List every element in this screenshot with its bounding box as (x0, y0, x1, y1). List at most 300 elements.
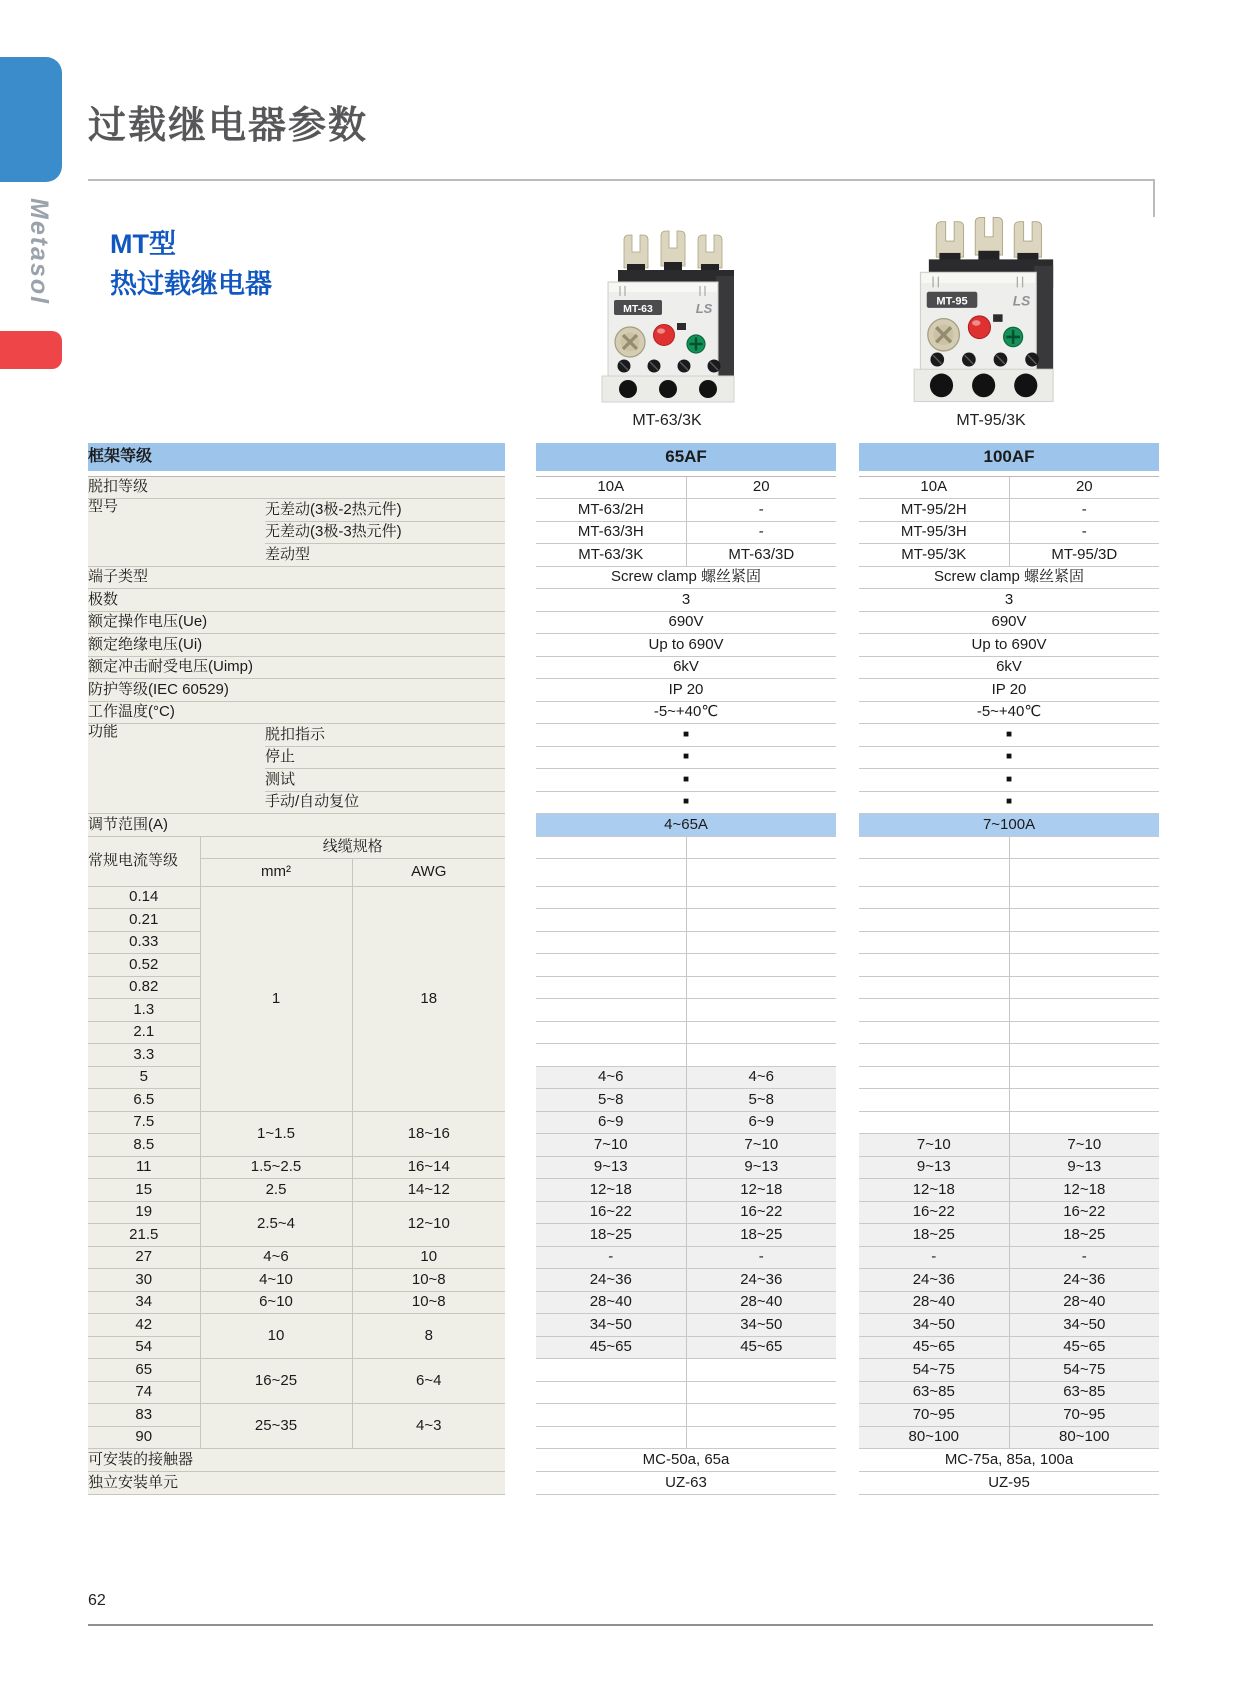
table-cell (859, 954, 1009, 977)
row-label-mountable-contactors: 可安装的接触器 (88, 1449, 505, 1472)
table-cell: ■ (536, 724, 836, 747)
table-cell: IP 20 (536, 679, 836, 702)
table-cell: 脱扣指示 (265, 724, 505, 747)
table-cell (536, 1381, 686, 1404)
table-cell: 2.5 (200, 1179, 352, 1202)
table-row (88, 1179, 1159, 1202)
table-gap (836, 499, 859, 522)
table-cell: 70~95 (1009, 1404, 1159, 1427)
table-cell: - (1009, 1246, 1159, 1269)
table-gap (505, 611, 536, 634)
table-gap (505, 499, 536, 522)
table-gap (836, 1224, 859, 1247)
table-cell: 83 (88, 1404, 200, 1427)
table-cell: 10A (859, 476, 1009, 499)
table-cell: 28~40 (859, 1291, 1009, 1314)
table-cell: 16~22 (686, 1201, 836, 1224)
table-cell: 28~40 (686, 1291, 836, 1314)
indicator-window-icon (993, 314, 1002, 322)
table-gap (836, 886, 859, 909)
table-cell: ■ (536, 746, 836, 769)
table-gap (505, 1134, 536, 1157)
table-row (88, 1449, 1159, 1472)
table-gap (505, 1021, 536, 1044)
table-cell: ■ (859, 746, 1159, 769)
table-cell: 差动型 (265, 544, 505, 567)
table-cell: 21.5 (88, 1224, 200, 1247)
table-cell: 34~50 (536, 1314, 686, 1337)
table-row (88, 858, 1159, 886)
row-label-trip-class: 脱扣等级 (88, 476, 505, 499)
table-cell: 28~40 (1009, 1291, 1159, 1314)
table-cell: 54~75 (1009, 1359, 1159, 1382)
table-gap (836, 836, 859, 858)
table-cell (859, 1044, 1009, 1067)
table-cell (686, 1359, 836, 1382)
table-cell: 16~22 (536, 1201, 686, 1224)
table-cell: 30 (88, 1269, 200, 1292)
table-cell: 12~10 (352, 1201, 505, 1246)
table-cell (859, 836, 1009, 858)
table-cell: 18~25 (859, 1224, 1009, 1247)
table-gap (836, 1111, 859, 1134)
table-cell: 7~10 (536, 1134, 686, 1157)
table-cell: -5~+40℃ (859, 701, 1159, 724)
sidebar-red-tab (0, 331, 62, 369)
row-label-terminal-type: 端子类型 (88, 566, 505, 589)
table-cell (686, 976, 836, 999)
table-cell: 1 (200, 886, 352, 1111)
table-row (88, 1246, 1159, 1269)
table-cell (859, 1111, 1009, 1134)
reset-screw-icon (687, 335, 705, 353)
table-cell: 5~8 (536, 1089, 686, 1112)
relay-caption-mt63: MT-63/3K (632, 412, 702, 429)
table-row (88, 814, 1159, 837)
table-cell: Up to 690V (536, 634, 836, 657)
table-cell: 测试 (265, 769, 505, 792)
table-cell (536, 931, 686, 954)
table-cell: MT-95/2H (859, 499, 1009, 522)
table-cell (1009, 1044, 1159, 1067)
table-gap (836, 1381, 859, 1404)
table-cell (1009, 836, 1159, 858)
relay-label-text: MT-95 (936, 295, 968, 308)
row-label-temperature: 工作温度(°C) (88, 701, 505, 724)
table-gap (836, 589, 859, 612)
table-cell: 6~4 (352, 1359, 505, 1404)
table-gap (505, 836, 536, 858)
table-gap (505, 1044, 536, 1067)
table-gap (505, 589, 536, 612)
table-cell: 6~9 (536, 1111, 686, 1134)
table-cell: 25~35 (200, 1404, 352, 1449)
table-cell (1009, 976, 1159, 999)
table-cell: 18~16 (352, 1111, 505, 1156)
relay-caption-mt95: MT-95/3K (956, 412, 1026, 429)
table-cell: Screw clamp 螺丝紧固 (859, 566, 1159, 589)
table-cell: 20 (1009, 476, 1159, 499)
table-gap (505, 634, 536, 657)
table-cell: MT-95/3D (1009, 544, 1159, 567)
table-cell: ■ (536, 769, 836, 792)
table-cell: 12~18 (859, 1179, 1009, 1202)
product-title-line1: MT型 (110, 229, 176, 259)
table-gap (836, 1179, 859, 1202)
table-gap (505, 791, 536, 814)
table-gap (836, 999, 859, 1022)
table-row (88, 566, 1159, 589)
table-cell: 6~10 (200, 1291, 352, 1314)
table-gap (505, 1156, 536, 1179)
table-cell: Screw clamp 螺丝紧固 (536, 566, 836, 589)
table-cell (686, 954, 836, 977)
table-cell: 9~13 (686, 1156, 836, 1179)
relay-photo-mt95 (912, 212, 1070, 408)
table-gap (836, 1156, 859, 1179)
table-gap (836, 1044, 859, 1067)
table-cell: 9~13 (859, 1156, 1009, 1179)
table-cell: 8 (352, 1314, 505, 1359)
table-row (88, 656, 1159, 679)
table-gap (836, 858, 859, 886)
table-cell: 0.21 (88, 909, 200, 932)
table-cell (859, 1021, 1009, 1044)
table-cell: MT-95/3H (859, 521, 1009, 544)
table-gap (836, 814, 859, 837)
table-cell: 7~10 (1009, 1134, 1159, 1157)
table-cell: 2.1 (88, 1021, 200, 1044)
sidebar-blue-tab (0, 57, 62, 182)
table-gap (505, 443, 536, 471)
table-cell: 12~18 (536, 1179, 686, 1202)
table-cell: 2.5~4 (200, 1201, 352, 1246)
table-cell: -5~+40℃ (536, 701, 836, 724)
table-gap (505, 886, 536, 909)
table-cell (686, 931, 836, 954)
table-cell: - (686, 499, 836, 522)
cable-mm2-header: mm² (200, 858, 352, 886)
table-cell: IP 20 (859, 679, 1159, 702)
table-cell (859, 999, 1009, 1022)
table-cell: 4~6 (536, 1066, 686, 1089)
table-gap (505, 1089, 536, 1112)
test-button-icon (968, 316, 990, 339)
table-gap (836, 566, 859, 589)
table-row (88, 701, 1159, 724)
table-cell: - (1009, 499, 1159, 522)
table-cell: 3 (536, 589, 836, 612)
table-cell: 24~36 (686, 1269, 836, 1292)
table-cell: - (686, 1246, 836, 1269)
table-cell: 8.5 (88, 1134, 200, 1157)
table-cell (686, 886, 836, 909)
table-gap (505, 476, 536, 499)
table-gap (505, 1066, 536, 1089)
table-cell: ■ (859, 724, 1159, 747)
table-gap (505, 1269, 536, 1292)
table-cell: 11 (88, 1156, 200, 1179)
table-cell: - (686, 521, 836, 544)
table-cell (1009, 954, 1159, 977)
table-row (88, 679, 1159, 702)
table-gap (505, 1404, 536, 1427)
table-gap (836, 1246, 859, 1269)
table-cell (536, 858, 686, 886)
table-cell (686, 836, 836, 858)
indicator-window-icon (677, 323, 686, 330)
table-cell (1009, 931, 1159, 954)
adjust-dial-icon (615, 327, 645, 357)
spec-table (88, 443, 1159, 1495)
table-gap (505, 1291, 536, 1314)
table-gap (505, 1381, 536, 1404)
table-cell (1009, 909, 1159, 932)
table-cell: MT-63/3K (536, 544, 686, 567)
table-cell (859, 931, 1009, 954)
table-cell (1009, 858, 1159, 886)
table-cell: 7.5 (88, 1111, 200, 1134)
table-gap (836, 476, 859, 499)
table-row (88, 1359, 1159, 1382)
table-cell: 0.82 (88, 976, 200, 999)
table-cell: - (1009, 521, 1159, 544)
row-label-uimp: 额定冲击耐受电压(Uimp) (88, 656, 505, 679)
table-cell: 手动/自动复位 (265, 791, 505, 814)
table-gap (836, 1336, 859, 1359)
table-cell: 0.52 (88, 954, 200, 977)
table-gap (505, 1472, 536, 1495)
table-gap (505, 954, 536, 977)
table-gap (836, 1066, 859, 1089)
table-cell: 54 (88, 1336, 200, 1359)
row-label-current-rating: 常规电流等级 (88, 836, 200, 886)
table-gap (505, 1359, 536, 1382)
table-cell (1009, 999, 1159, 1022)
table-cell (686, 999, 836, 1022)
table-gap (836, 1269, 859, 1292)
table-cell: 10 (200, 1314, 352, 1359)
table-cell: 10~8 (352, 1291, 505, 1314)
table-gap (505, 656, 536, 679)
test-button-icon (654, 325, 675, 346)
table-cell: 1~1.5 (200, 1111, 352, 1156)
table-cell: 34~50 (859, 1314, 1009, 1337)
table-cell: 90 (88, 1426, 200, 1449)
table-gap (836, 679, 859, 702)
table-row (88, 1201, 1159, 1224)
table-cell (859, 886, 1009, 909)
table-cell: MT-95/3K (859, 544, 1009, 567)
table-cell: 16~14 (352, 1156, 505, 1179)
table-cell: 停止 (265, 746, 505, 769)
table-gap (505, 1314, 536, 1337)
page-number: 62 (88, 1592, 106, 1609)
table-row (88, 634, 1159, 657)
table-cell (536, 954, 686, 977)
table-cell: 42 (88, 1314, 200, 1337)
table-cell (859, 976, 1009, 999)
table-row (88, 1111, 1159, 1134)
table-cell: ■ (859, 791, 1159, 814)
adjust-range-100af: 7~100A (859, 814, 1159, 837)
table-cell: 14~12 (352, 1179, 505, 1202)
table-cell: 10~8 (352, 1269, 505, 1292)
table-cell: 6~9 (686, 1111, 836, 1134)
table-row (88, 1269, 1159, 1292)
reset-screw-icon (1004, 327, 1023, 346)
table-header-100af: 100AF (859, 443, 1159, 471)
row-label-poles: 极数 (88, 589, 505, 612)
table-gap (505, 701, 536, 724)
table-gap (836, 1472, 859, 1495)
table-gap (836, 1021, 859, 1044)
table-cell (859, 909, 1009, 932)
table-cell: - (536, 1246, 686, 1269)
table-cell: 4~10 (200, 1269, 352, 1292)
ls-logo: LS (695, 301, 713, 316)
page-title: 过载继电器参数 (88, 105, 369, 147)
relay-label-text: MT-63 (623, 303, 653, 315)
table-cell: 18~25 (686, 1224, 836, 1247)
row-label-adjust-range: 调节范围(A) (88, 814, 505, 837)
table-cell (686, 1044, 836, 1067)
table-gap (836, 1089, 859, 1112)
table-row (88, 886, 1159, 909)
table-cell (1009, 1066, 1159, 1089)
table-gap (505, 858, 536, 886)
table-cell (536, 836, 686, 858)
table-row (88, 1472, 1159, 1495)
table-cell (1009, 1021, 1159, 1044)
brand-vertical-text: Metasol (25, 198, 53, 306)
table-gap (836, 1359, 859, 1382)
table-cell: 9~13 (1009, 1156, 1159, 1179)
table-cell: 1.3 (88, 999, 200, 1022)
table-cell: 0.14 (88, 886, 200, 909)
table-gap (505, 746, 536, 769)
table-cell: 18 (352, 886, 505, 1111)
table-cell: 28~40 (536, 1291, 686, 1314)
adjust-range-65af: 4~65A (536, 814, 836, 837)
table-cell: - (859, 1246, 1009, 1269)
table-cell: MT-63/2H (536, 499, 686, 522)
table-cell: 80~100 (859, 1426, 1009, 1449)
table-gap (505, 521, 536, 544)
table-gap (836, 1314, 859, 1337)
table-cell: Up to 690V (859, 634, 1159, 657)
table-row (88, 1156, 1159, 1179)
table-gap (505, 1246, 536, 1269)
table-cell: 45~65 (686, 1336, 836, 1359)
table-cell: MT-63/3D (686, 544, 836, 567)
table-cell: 1.5~2.5 (200, 1156, 352, 1179)
cable-spec-header: 线缆规格 (200, 836, 505, 858)
table-cell: ■ (536, 791, 836, 814)
table-gap (836, 909, 859, 932)
base-terminals-icon (930, 374, 1037, 398)
table-cell: 4~6 (200, 1246, 352, 1269)
table-cell: MT-63/3H (536, 521, 686, 544)
table-cell: 34 (88, 1291, 200, 1314)
base-terminals-icon (619, 380, 717, 398)
table-cell: 20 (686, 476, 836, 499)
table-row (88, 499, 1159, 522)
table-cell: MC-75a, 85a, 100a (859, 1449, 1159, 1472)
table-gap (505, 1224, 536, 1247)
table-cell: 34~50 (686, 1314, 836, 1337)
table-cell (686, 1381, 836, 1404)
table-cell (686, 858, 836, 886)
table-cell (536, 976, 686, 999)
footer-rule (88, 1624, 1153, 1626)
table-cell: 10 (352, 1246, 505, 1269)
table-gap (836, 1449, 859, 1472)
table-gap (836, 1426, 859, 1449)
table-gap (836, 521, 859, 544)
table-gap (836, 1291, 859, 1314)
table-gap (505, 769, 536, 792)
table-cell: 45~65 (536, 1336, 686, 1359)
table-gap (836, 544, 859, 567)
table-cell (536, 1359, 686, 1382)
table-cell: 6kV (859, 656, 1159, 679)
table-cell: 27 (88, 1246, 200, 1269)
table-cell: 12~18 (686, 1179, 836, 1202)
table-cell: 18~25 (536, 1224, 686, 1247)
table-cell: 74 (88, 1381, 200, 1404)
table-cell: ■ (859, 769, 1159, 792)
table-cell (686, 1021, 836, 1044)
table-gap (505, 999, 536, 1022)
table-cell: 63~85 (859, 1381, 1009, 1404)
table-gap (505, 931, 536, 954)
table-gap (836, 724, 859, 747)
table-gap (836, 611, 859, 634)
table-cell: 80~100 (1009, 1426, 1159, 1449)
table-cell (536, 1021, 686, 1044)
table-cell: 10A (536, 476, 686, 499)
table-cell: 6.5 (88, 1089, 200, 1112)
table-cell: 7~10 (859, 1134, 1009, 1157)
row-label-ui: 额定绝缘电压(Ui) (88, 634, 505, 657)
table-cell (686, 1404, 836, 1427)
table-gap (505, 679, 536, 702)
table-gap (836, 769, 859, 792)
row-label-ip: 防护等级(IEC 60529) (88, 679, 505, 702)
product-title (110, 224, 272, 304)
table-header-65af: 65AF (536, 443, 836, 471)
table-cell (859, 1089, 1009, 1112)
table-cell: 690V (859, 611, 1159, 634)
table-cell (536, 886, 686, 909)
table-cell: 7~10 (686, 1134, 836, 1157)
table-cell: 24~36 (859, 1269, 1009, 1292)
table-gap (505, 1336, 536, 1359)
table-cell (859, 858, 1009, 886)
table-cell (536, 1404, 686, 1427)
table-header-frame-class: 框架等级 (88, 443, 505, 471)
table-gap (505, 1201, 536, 1224)
table-cell: UZ-95 (859, 1472, 1159, 1495)
table-cell: 无差动(3极-3热元件) (265, 521, 505, 544)
table-cell: 9~13 (536, 1156, 686, 1179)
table-cell: UZ-63 (536, 1472, 836, 1495)
table-gap (505, 814, 536, 837)
table-cell: 54~75 (859, 1359, 1009, 1382)
table-gap (836, 634, 859, 657)
table-gap (505, 1111, 536, 1134)
